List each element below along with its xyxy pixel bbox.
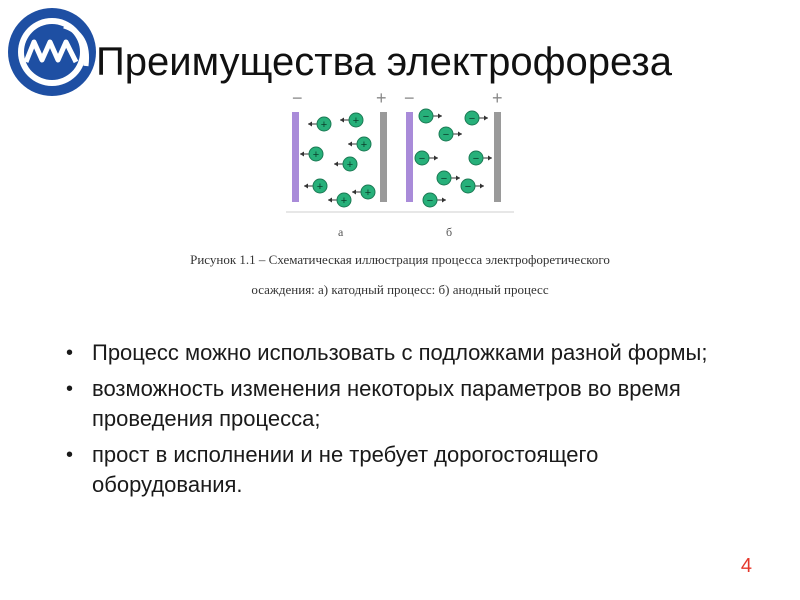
panel-a-plus-sign: +	[376, 88, 387, 108]
panel-a-particle-1	[308, 117, 331, 131]
svg-text:+: +	[340, 195, 348, 207]
list-item-text: Процесс можно использовать с подложками разной формы;	[92, 340, 708, 365]
panel-a	[292, 88, 387, 207]
page-number: 4	[740, 555, 752, 577]
panel-b-anode	[494, 112, 501, 202]
institution-logo	[4, 4, 104, 104]
panel-b-plus-sign: +	[492, 88, 503, 108]
advantages-list	[62, 338, 752, 506]
panel-a-minus-sign: −	[292, 88, 303, 108]
svg-text:+: +	[316, 181, 324, 193]
panel-b-particle-2	[465, 111, 488, 125]
svg-text:+: +	[364, 187, 372, 199]
panel-b-particle-5	[469, 151, 492, 165]
panel-a-particle-8	[328, 193, 351, 207]
svg-text:+: +	[352, 115, 360, 127]
institution-logo-icon	[4, 4, 104, 104]
figure-caption-line2: осаждения: а) катодный процесс: б) анодный процесс	[251, 282, 549, 297]
bullet-icon: •	[66, 342, 74, 364]
panel-a-particle-6	[304, 179, 327, 193]
svg-text:−: −	[472, 153, 480, 165]
bullet-icon: •	[66, 444, 74, 466]
svg-text:−: −	[418, 153, 426, 165]
figure-label-b: б	[446, 225, 453, 238]
panel-a-particle-5	[334, 157, 357, 171]
panel-b-particle-7	[461, 179, 484, 193]
svg-text:−: −	[426, 195, 434, 207]
slide-title: Преимущества электрофореза	[96, 40, 672, 84]
panel-b	[404, 88, 503, 207]
bullet-icon: •	[66, 378, 74, 400]
panel-a-particle-3	[348, 137, 371, 151]
panel-a-anode	[380, 112, 387, 202]
svg-text:+: +	[312, 149, 320, 161]
list-item	[62, 338, 752, 368]
panel-a-particle-4	[300, 147, 323, 161]
panel-b-particle-3	[439, 127, 462, 141]
svg-text:−: −	[422, 111, 430, 123]
panel-b-cathode	[406, 112, 413, 202]
panel-b-particle-6	[437, 171, 460, 185]
svg-text:−: −	[464, 181, 472, 193]
panel-a-cathode	[292, 112, 299, 202]
list-item	[62, 440, 752, 500]
svg-text:+: +	[346, 159, 354, 171]
electrophoresis-figure	[272, 88, 522, 238]
list-item	[62, 374, 752, 434]
svg-text:+: +	[320, 119, 328, 131]
panel-b-particle-1	[419, 109, 442, 123]
list-item-text: возможность изменения некоторых параметров во время проведения процесса;	[92, 376, 681, 431]
svg-text:−: −	[442, 129, 450, 141]
figure-label-a: а	[338, 225, 344, 238]
svg-text:−: −	[468, 113, 476, 125]
svg-text:+: +	[360, 139, 368, 151]
svg-text:−: −	[440, 173, 448, 185]
panel-a-particle-2	[340, 113, 363, 127]
panel-b-particle-8	[423, 193, 446, 207]
figure-caption-line1: Рисунок 1.1 – Схематическая иллюстрация процесса электрофоретического	[190, 252, 610, 267]
panel-b-minus-sign: −	[404, 88, 415, 108]
list-item-text: прост в исполнении и не требует дорогостоящего оборудования.	[92, 442, 599, 497]
panel-a-particle-7	[352, 185, 375, 199]
panel-b-particle-4	[415, 151, 438, 165]
